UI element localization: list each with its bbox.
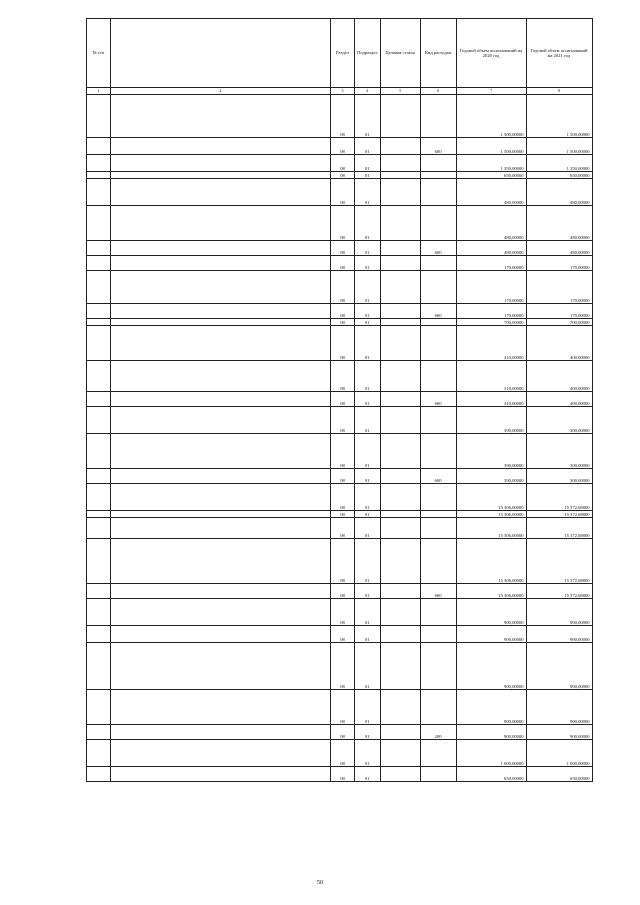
- cell-budget-2020: 900,00000: [456, 599, 526, 626]
- cell-description: [111, 271, 331, 304]
- cell-podrazdel: 01: [355, 206, 381, 241]
- cell-expense-type: 600: [420, 469, 456, 484]
- header-razdel: Раздел: [331, 19, 355, 88]
- cell-podrazdel: 01: [355, 271, 381, 304]
- cell-num: [87, 172, 111, 179]
- cell-budget-2021: 900,00000: [526, 626, 592, 643]
- cell-razdel: 08: [331, 256, 355, 271]
- table-row: [87, 484, 593, 511]
- cell-budget-2021: 1 500,00000: [526, 138, 592, 155]
- cell-expense-type: [420, 179, 456, 206]
- table-row: [87, 599, 593, 626]
- column-number: 3: [331, 88, 355, 95]
- cell-num: [87, 484, 111, 511]
- header-podrazdel: Подраздел: [355, 19, 381, 88]
- cell-budget-2021: 400,00000: [526, 326, 592, 361]
- cell-budget-2020: 310,00000: [456, 392, 526, 407]
- cell-expense-type: [420, 271, 456, 304]
- cell-podrazdel: 01: [355, 361, 381, 392]
- table-row: [87, 304, 593, 319]
- cell-razdel: 08: [331, 434, 355, 469]
- cell-budget-2021: 1 350,00000: [526, 155, 592, 172]
- column-number: 5: [380, 88, 420, 95]
- cell-budget-2020: 310,00000: [456, 361, 526, 392]
- cell-podrazdel: 01: [355, 179, 381, 206]
- cell-target-article: [380, 725, 420, 740]
- cell-razdel: 08: [331, 469, 355, 484]
- cell-num: [87, 319, 111, 326]
- header-num: № п/п: [87, 19, 111, 88]
- header-budget-2021: Годовой объем ассигнований на 2021 год: [526, 19, 592, 88]
- cell-razdel: 08: [331, 172, 355, 179]
- cell-budget-2021: 170,00000: [526, 256, 592, 271]
- cell-podrazdel: 01: [355, 690, 381, 725]
- cell-budget-2021: 15 372,68800: [526, 584, 592, 599]
- cell-target-article: [380, 407, 420, 434]
- table-row: [87, 767, 593, 782]
- cell-expense-type: [420, 206, 456, 241]
- header-description: [111, 19, 331, 88]
- cell-budget-2020: 480,00000: [456, 179, 526, 206]
- cell-budget-2021: 480,00000: [526, 179, 592, 206]
- cell-razdel: 08: [331, 392, 355, 407]
- cell-razdel: 08: [331, 518, 355, 539]
- table-row: [87, 138, 593, 155]
- cell-num: [87, 599, 111, 626]
- cell-podrazdel: 01: [355, 138, 381, 155]
- cell-num: [87, 392, 111, 407]
- cell-description: [111, 319, 331, 326]
- cell-razdel: 08: [331, 155, 355, 172]
- cell-target-article: [380, 511, 420, 518]
- cell-expense-type: [420, 172, 456, 179]
- cell-num: [87, 241, 111, 256]
- cell-razdel: 08: [331, 319, 355, 326]
- cell-target-article: [380, 584, 420, 599]
- cell-budget-2020: 170,00000: [456, 271, 526, 304]
- table-row: [87, 469, 593, 484]
- table-row: [87, 690, 593, 725]
- cell-expense-type: 600: [420, 304, 456, 319]
- table-row: [87, 725, 593, 740]
- cell-podrazdel: 01: [355, 484, 381, 511]
- cell-budget-2020: 1 350,00000: [456, 155, 526, 172]
- cell-target-article: [380, 599, 420, 626]
- cell-podrazdel: 01: [355, 155, 381, 172]
- table-row: [87, 626, 593, 643]
- cell-budget-2021: 170,00000: [526, 304, 592, 319]
- cell-podrazdel: 01: [355, 511, 381, 518]
- cell-razdel: 08: [331, 511, 355, 518]
- cell-budget-2020: 900,00000: [456, 690, 526, 725]
- budget-table: [86, 18, 593, 782]
- cell-description: [111, 584, 331, 599]
- cell-budget-2020: 900,00000: [456, 626, 526, 643]
- cell-podrazdel: 01: [355, 767, 381, 782]
- cell-num: [87, 469, 111, 484]
- table-row: [87, 740, 593, 767]
- cell-target-article: [380, 95, 420, 138]
- cell-expense-type: [420, 361, 456, 392]
- cell-podrazdel: 01: [355, 599, 381, 626]
- cell-razdel: 08: [331, 740, 355, 767]
- cell-target-article: [380, 434, 420, 469]
- cell-target-article: [380, 484, 420, 511]
- cell-budget-2020: 390,00000: [456, 469, 526, 484]
- cell-target-article: [380, 155, 420, 172]
- cell-target-article: [380, 690, 420, 725]
- table-row: [87, 155, 593, 172]
- column-number: 8: [526, 88, 592, 95]
- cell-num: [87, 155, 111, 172]
- table-row: [87, 95, 593, 138]
- table-header-row: [87, 19, 593, 88]
- table-row: [87, 511, 593, 518]
- cell-budget-2021: 900,00000: [526, 725, 592, 740]
- cell-razdel: 08: [331, 539, 355, 584]
- cell-budget-2021: 1 500,00000: [526, 95, 592, 138]
- cell-razdel: 08: [331, 241, 355, 256]
- cell-expense-type: [420, 643, 456, 690]
- cell-num: [87, 95, 111, 138]
- cell-num: [87, 326, 111, 361]
- cell-razdel: 08: [331, 138, 355, 155]
- cell-razdel: 08: [331, 690, 355, 725]
- table-row: [87, 179, 593, 206]
- column-number-row: [87, 88, 593, 95]
- table-row: [87, 206, 593, 241]
- cell-budget-2021: 400,00000: [526, 361, 592, 392]
- cell-podrazdel: 01: [355, 241, 381, 256]
- cell-podrazdel: 01: [355, 95, 381, 138]
- cell-razdel: 08: [331, 326, 355, 361]
- cell-num: [87, 138, 111, 155]
- cell-razdel: 08: [331, 484, 355, 511]
- cell-budget-2021: 900,00000: [526, 690, 592, 725]
- cell-razdel: 08: [331, 95, 355, 138]
- table-row: [87, 361, 593, 392]
- cell-budget-2020: 170,00000: [456, 304, 526, 319]
- cell-podrazdel: 01: [355, 643, 381, 690]
- cell-expense-type: [420, 690, 456, 725]
- cell-razdel: 08: [331, 725, 355, 740]
- cell-num: [87, 361, 111, 392]
- header-budget-2020: Годовой объем ассигнований на 2020 год: [456, 19, 526, 88]
- cell-budget-2021: 480,00000: [526, 241, 592, 256]
- cell-budget-2021: 650,00000: [526, 172, 592, 179]
- cell-target-article: [380, 256, 420, 271]
- cell-num: [87, 518, 111, 539]
- cell-razdel: 08: [331, 304, 355, 319]
- table-row: [87, 434, 593, 469]
- cell-description: [111, 407, 331, 434]
- cell-target-article: [380, 271, 420, 304]
- cell-description: [111, 326, 331, 361]
- cell-description: [111, 469, 331, 484]
- cell-description: [111, 206, 331, 241]
- cell-target-article: [380, 304, 420, 319]
- cell-podrazdel: 01: [355, 539, 381, 584]
- cell-expense-type: [420, 155, 456, 172]
- header-expense-type: Вид расходов: [420, 19, 456, 88]
- cell-podrazdel: 01: [355, 584, 381, 599]
- cell-budget-2020: 170,00000: [456, 256, 526, 271]
- header-target-article: Целевая статья: [380, 19, 420, 88]
- cell-podrazdel: 01: [355, 518, 381, 539]
- cell-razdel: 08: [331, 599, 355, 626]
- cell-budget-2021: 1 000,00000: [526, 740, 592, 767]
- cell-expense-type: [420, 319, 456, 326]
- cell-description: [111, 740, 331, 767]
- cell-target-article: [380, 767, 420, 782]
- cell-num: [87, 643, 111, 690]
- cell-description: [111, 304, 331, 319]
- cell-description: [111, 767, 331, 782]
- cell-budget-2021: 300,00000: [526, 407, 592, 434]
- cell-budget-2020: 15 306,00000: [456, 511, 526, 518]
- cell-expense-type: [420, 518, 456, 539]
- cell-budget-2020: 15 306,00000: [456, 539, 526, 584]
- cell-podrazdel: 01: [355, 319, 381, 326]
- cell-description: [111, 484, 331, 511]
- cell-expense-type: [420, 434, 456, 469]
- cell-description: [111, 690, 331, 725]
- cell-num: [87, 539, 111, 584]
- cell-description: [111, 643, 331, 690]
- cell-budget-2021: 300,00000: [526, 434, 592, 469]
- cell-podrazdel: 01: [355, 740, 381, 767]
- cell-target-article: [380, 392, 420, 407]
- cell-budget-2020: 650,00000: [456, 767, 526, 782]
- cell-razdel: 08: [331, 643, 355, 690]
- cell-razdel: 08: [331, 361, 355, 392]
- cell-budget-2020: 480,00000: [456, 206, 526, 241]
- cell-podrazdel: 01: [355, 407, 381, 434]
- table-row: [87, 256, 593, 271]
- table-row: [87, 271, 593, 304]
- cell-num: [87, 740, 111, 767]
- cell-description: [111, 725, 331, 740]
- cell-podrazdel: 01: [355, 304, 381, 319]
- cell-num: [87, 584, 111, 599]
- table-row: [87, 407, 593, 434]
- cell-description: [111, 626, 331, 643]
- cell-expense-type: 600: [420, 584, 456, 599]
- cell-num: [87, 206, 111, 241]
- cell-podrazdel: 01: [355, 172, 381, 179]
- cell-budget-2021: 15 372,68800: [526, 511, 592, 518]
- table-row: [87, 392, 593, 407]
- cell-expense-type: [420, 326, 456, 361]
- cell-num: [87, 407, 111, 434]
- cell-target-article: [380, 326, 420, 361]
- cell-num: [87, 271, 111, 304]
- cell-podrazdel: 01: [355, 392, 381, 407]
- table-row: [87, 319, 593, 326]
- cell-expense-type: [420, 484, 456, 511]
- cell-expense-type: [420, 407, 456, 434]
- cell-budget-2020: 390,00000: [456, 407, 526, 434]
- cell-podrazdel: 01: [355, 725, 381, 740]
- cell-num: [87, 626, 111, 643]
- cell-description: [111, 179, 331, 206]
- cell-description: [111, 138, 331, 155]
- cell-budget-2020: 15 306,00000: [456, 518, 526, 539]
- cell-budget-2021: 700,00000: [526, 319, 592, 326]
- cell-budget-2021: 400,00000: [526, 392, 592, 407]
- cell-budget-2021: 480,00000: [526, 206, 592, 241]
- table-row: [87, 518, 593, 539]
- table-row: [87, 539, 593, 584]
- cell-num: [87, 767, 111, 782]
- cell-budget-2020: 900,00000: [456, 725, 526, 740]
- cell-num: [87, 434, 111, 469]
- cell-budget-2021: 15 372,68800: [526, 518, 592, 539]
- cell-description: [111, 241, 331, 256]
- cell-budget-2020: 650,00000: [456, 172, 526, 179]
- cell-razdel: 08: [331, 271, 355, 304]
- cell-target-article: [380, 206, 420, 241]
- cell-budget-2020: 390,00000: [456, 434, 526, 469]
- cell-target-article: [380, 626, 420, 643]
- cell-razdel: 08: [331, 584, 355, 599]
- cell-description: [111, 511, 331, 518]
- cell-target-article: [380, 241, 420, 256]
- cell-description: [111, 539, 331, 584]
- cell-podrazdel: 01: [355, 469, 381, 484]
- cell-num: [87, 256, 111, 271]
- cell-target-article: [380, 469, 420, 484]
- cell-budget-2021: 170,00000: [526, 271, 592, 304]
- page-number: 50: [317, 880, 323, 886]
- cell-num: [87, 179, 111, 206]
- table-row: [87, 172, 593, 179]
- cell-description: [111, 599, 331, 626]
- table-row: [87, 326, 593, 361]
- cell-expense-type: 600: [420, 241, 456, 256]
- cell-description: [111, 95, 331, 138]
- cell-description: [111, 361, 331, 392]
- cell-razdel: 08: [331, 206, 355, 241]
- cell-budget-2021: 15 372,68800: [526, 484, 592, 511]
- column-number: 4: [355, 88, 381, 95]
- cell-podrazdel: 01: [355, 626, 381, 643]
- column-number: 1: [87, 88, 111, 95]
- cell-target-article: [380, 539, 420, 584]
- cell-budget-2021: 15 372,68800: [526, 539, 592, 584]
- cell-budget-2020: 1 500,00000: [456, 138, 526, 155]
- cell-expense-type: [420, 740, 456, 767]
- cell-target-article: [380, 518, 420, 539]
- cell-target-article: [380, 138, 420, 155]
- cell-description: [111, 172, 331, 179]
- cell-budget-2020: 310,00000: [456, 326, 526, 361]
- cell-razdel: 08: [331, 626, 355, 643]
- cell-budget-2020: 900,00000: [456, 643, 526, 690]
- cell-podrazdel: 01: [355, 326, 381, 361]
- cell-target-article: [380, 643, 420, 690]
- cell-expense-type: [420, 95, 456, 138]
- cell-podrazdel: 01: [355, 256, 381, 271]
- cell-target-article: [380, 179, 420, 206]
- cell-budget-2020: 15 306,00000: [456, 484, 526, 511]
- column-number: 7: [456, 88, 526, 95]
- cell-budget-2020: 1 500,00000: [456, 95, 526, 138]
- cell-budget-2021: 650,00000: [526, 767, 592, 782]
- cell-target-article: [380, 319, 420, 326]
- cell-razdel: 08: [331, 179, 355, 206]
- cell-budget-2021: 900,00000: [526, 643, 592, 690]
- cell-description: [111, 518, 331, 539]
- cell-expense-type: [420, 626, 456, 643]
- cell-razdel: 08: [331, 407, 355, 434]
- table-row: [87, 584, 593, 599]
- cell-razdel: 08: [331, 767, 355, 782]
- cell-budget-2020: 1 000,00000: [456, 740, 526, 767]
- cell-expense-type: 600: [420, 392, 456, 407]
- cell-num: [87, 725, 111, 740]
- cell-num: [87, 511, 111, 518]
- cell-num: [87, 690, 111, 725]
- cell-podrazdel: 01: [355, 434, 381, 469]
- cell-num: [87, 304, 111, 319]
- cell-description: [111, 434, 331, 469]
- cell-budget-2020: 15 306,00000: [456, 584, 526, 599]
- cell-target-article: [380, 740, 420, 767]
- column-number: 2: [111, 88, 331, 95]
- cell-target-article: [380, 172, 420, 179]
- cell-expense-type: 600: [420, 138, 456, 155]
- cell-expense-type: [420, 767, 456, 782]
- cell-budget-2021: 900,00000: [526, 599, 592, 626]
- cell-expense-type: [420, 539, 456, 584]
- table-row: [87, 643, 593, 690]
- cell-budget-2020: 700,00000: [456, 319, 526, 326]
- table-row: [87, 241, 593, 256]
- cell-budget-2021: 300,00000: [526, 469, 592, 484]
- cell-description: [111, 392, 331, 407]
- cell-description: [111, 256, 331, 271]
- cell-expense-type: [420, 511, 456, 518]
- cell-budget-2020: 480,00000: [456, 241, 526, 256]
- cell-expense-type: 200: [420, 725, 456, 740]
- column-number: 6: [420, 88, 456, 95]
- cell-expense-type: [420, 599, 456, 626]
- cell-description: [111, 155, 331, 172]
- cell-target-article: [380, 361, 420, 392]
- cell-expense-type: [420, 256, 456, 271]
